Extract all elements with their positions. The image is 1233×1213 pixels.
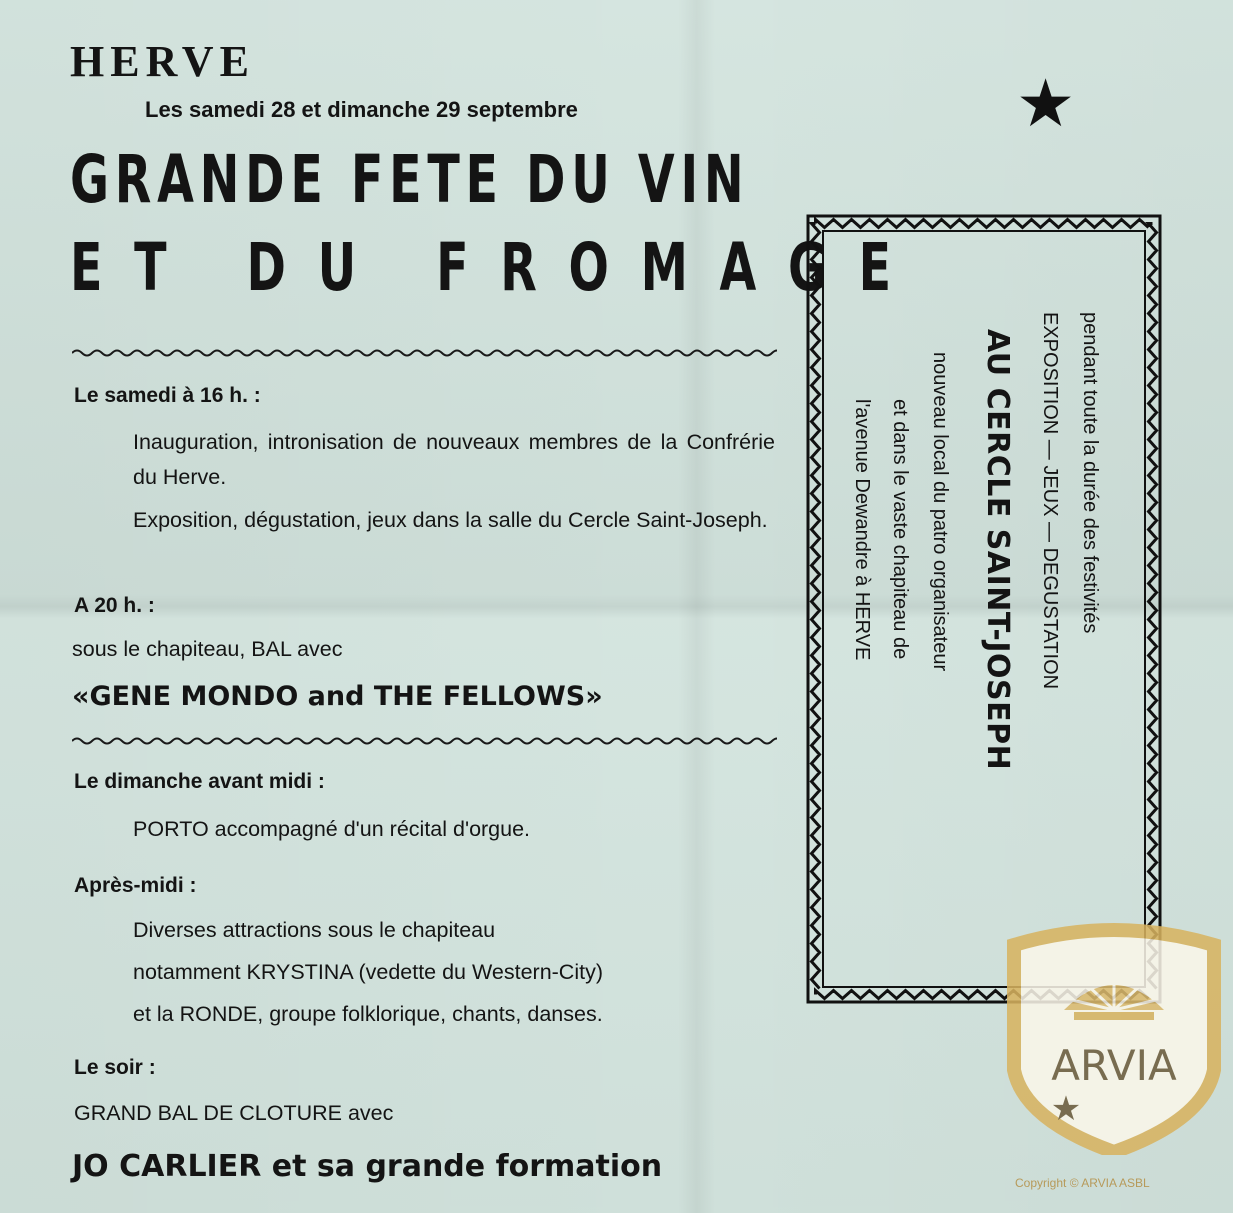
afternoon-heading: Après-midi : <box>74 874 197 897</box>
event-dates: Les samedi 28 et dimanche 29 septembre <box>145 97 578 122</box>
wavy-divider <box>72 734 777 748</box>
svg-text:★: ★ <box>1050 1090 1082 1128</box>
main-title-line1: GRANDE FETE DU VIN <box>70 141 750 218</box>
side-heading: AU CERCLE SAINT-JOSEPH <box>980 329 1015 771</box>
evening-band: «GENE MONDO and THE FELLOWS» <box>72 681 603 712</box>
night-text: GRAND BAL DE CLOTURE avec <box>74 1101 394 1125</box>
afternoon-line-2: notamment KRYSTINA (vedette du Western-City) <box>133 960 603 984</box>
copyright-notice: Copyright © ARVIA ASBL <box>1015 1176 1150 1190</box>
evening-heading: A 20 h. : <box>74 594 155 617</box>
evening-text: sous le chapiteau, BAL avec <box>72 637 343 661</box>
side-line-activities: EXPOSITION — JEUX — DEGUSTATION <box>1039 312 1061 690</box>
arvia-logo <box>1004 920 1224 1155</box>
side-line-local: nouveau local du patro organisateur <box>929 352 951 672</box>
night-heading: Le soir : <box>74 1056 156 1079</box>
night-band: JO CARLIER et sa grande formation <box>72 1149 663 1184</box>
star-icon: ★ <box>1016 66 1076 140</box>
side-line-avenue: l'avenue Dewandre à HERVE <box>851 399 873 661</box>
saturday-paragraph-1: Inauguration, intronisation de nouveaux membres de la Confrérie du Herve. <box>133 430 775 489</box>
afternoon-line-1: Diverses attractions sous le chapiteau <box>133 918 496 942</box>
wavy-divider <box>72 346 777 360</box>
afternoon-line-3: et la RONDE, groupe folklorique, chants, danses. <box>133 1002 603 1026</box>
svg-text:ARVIA: ARVIA <box>1051 1041 1177 1090</box>
main-title-line2: ET DU FROMAGE <box>70 229 923 306</box>
town-title: HERVE <box>70 37 255 86</box>
side-line-duration: pendant toute la durée des festivités <box>1079 312 1101 634</box>
side-box <box>826 234 1143 984</box>
sunday-heading: Le dimanche avant midi : <box>74 770 325 793</box>
saturday-paragraph-2: Exposition, dégustation, jeux dans la salle du Cercle Saint-Joseph. <box>133 508 768 532</box>
sunday-text: PORTO accompagné d'un récital d'orgue. <box>133 817 531 841</box>
side-line-chapiteau: et dans le vaste chapiteau de <box>889 399 911 660</box>
saturday-heading: Le samedi à 16 h. : <box>74 384 261 407</box>
